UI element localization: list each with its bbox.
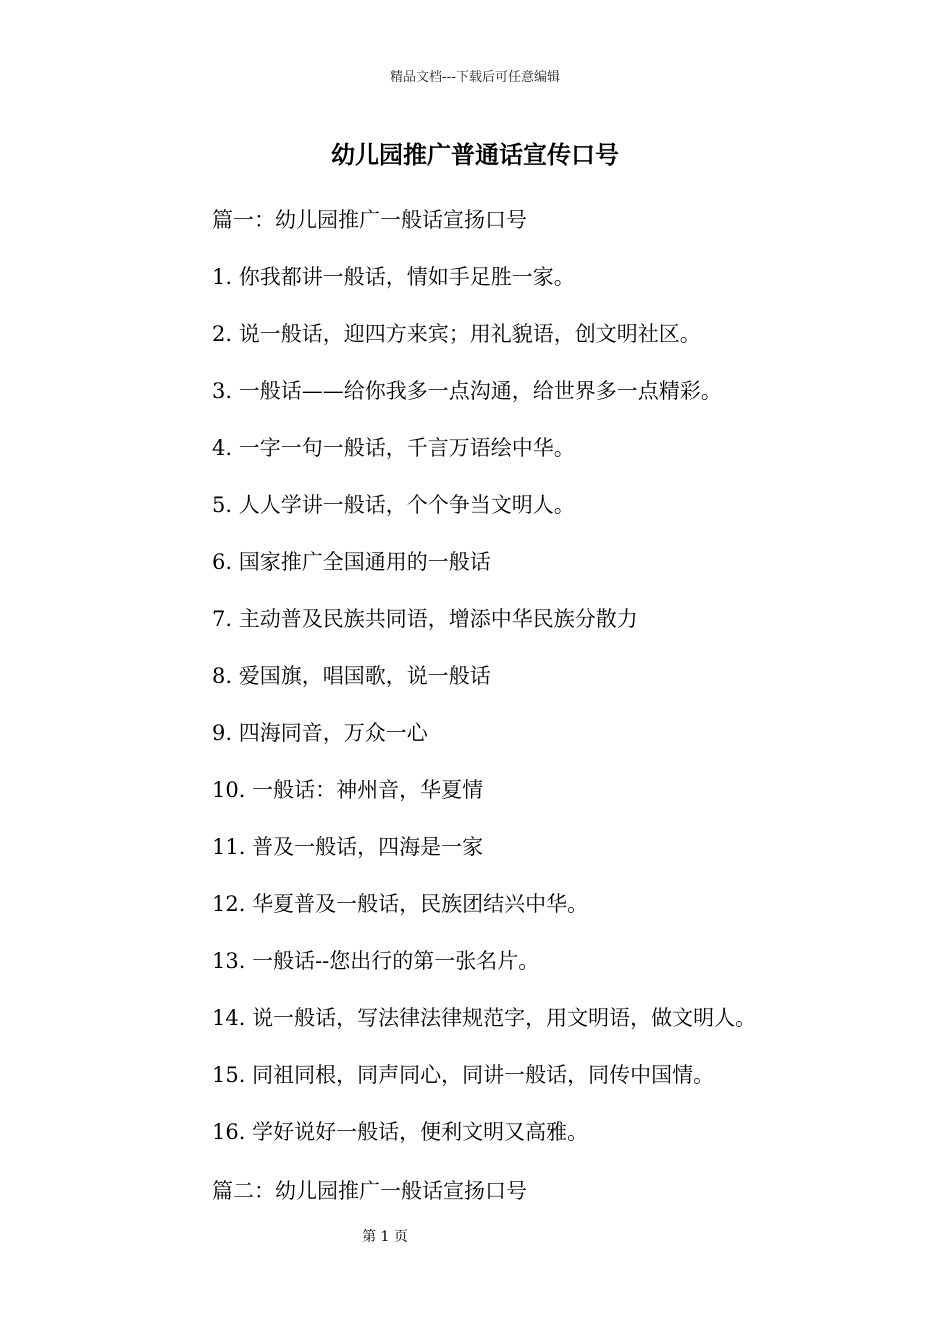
slogan-item-9: 9. 四海同音，万众一心 [212, 721, 428, 745]
slogan-item-2: 2. 说一般话，迎四方来宾；用礼貌语，创文明社区。 [212, 322, 701, 346]
page-number: 第 1 页 [362, 1229, 408, 1245]
slogan-item-14: 14. 说一般话，写法律法律规范字，用文明语，做文明人。 [212, 1006, 757, 1030]
slogan-item-6: 6. 国家推广全国通用的一般话 [212, 550, 491, 574]
slogan-item-11: 11. 普及一般话，四海是一家 [212, 835, 484, 859]
section-heading-2: 篇二：幼儿园推广一般话宣扬口号 [212, 1179, 527, 1203]
header-note: 精品文档---下载后可任意编辑 [389, 70, 561, 85]
slogan-item-10: 10. 一般话：神州音，华夏情 [212, 778, 484, 802]
slogan-item-8: 8. 爱国旗，唱国歌，说一般话 [212, 664, 491, 688]
slogan-item-5: 5. 人人学讲一般话，个个争当文明人。 [212, 493, 575, 517]
slogan-item-4: 4. 一字一句一般话，千言万语绘中华。 [212, 436, 575, 460]
slogan-item-1: 1. 你我都讲一般话，情如手足胜一家。 [212, 265, 575, 289]
slogan-item-12: 12. 华夏普及一般话，民族团结兴中华。 [212, 892, 589, 916]
slogan-item-7: 7. 主动普及民族共同语，增添中华民族分散力 [212, 607, 638, 631]
document-title: 幼儿园推广普通话宣传口号 [331, 141, 619, 169]
section-heading-1: 篇一：幼儿园推广一般话宣扬口号 [212, 208, 527, 232]
slogan-item-13: 13. 一般话--您出行的第一张名片。 [212, 949, 540, 973]
slogan-item-16: 16. 学好说好一般话，便利文明又高雅。 [212, 1120, 589, 1144]
slogan-item-3: 3. 一般话——给你我多一点沟通，给世界多一点精彩。 [212, 379, 722, 403]
slogan-item-15: 15. 同祖同根，同声同心，同讲一般话，同传中国情。 [212, 1063, 715, 1087]
